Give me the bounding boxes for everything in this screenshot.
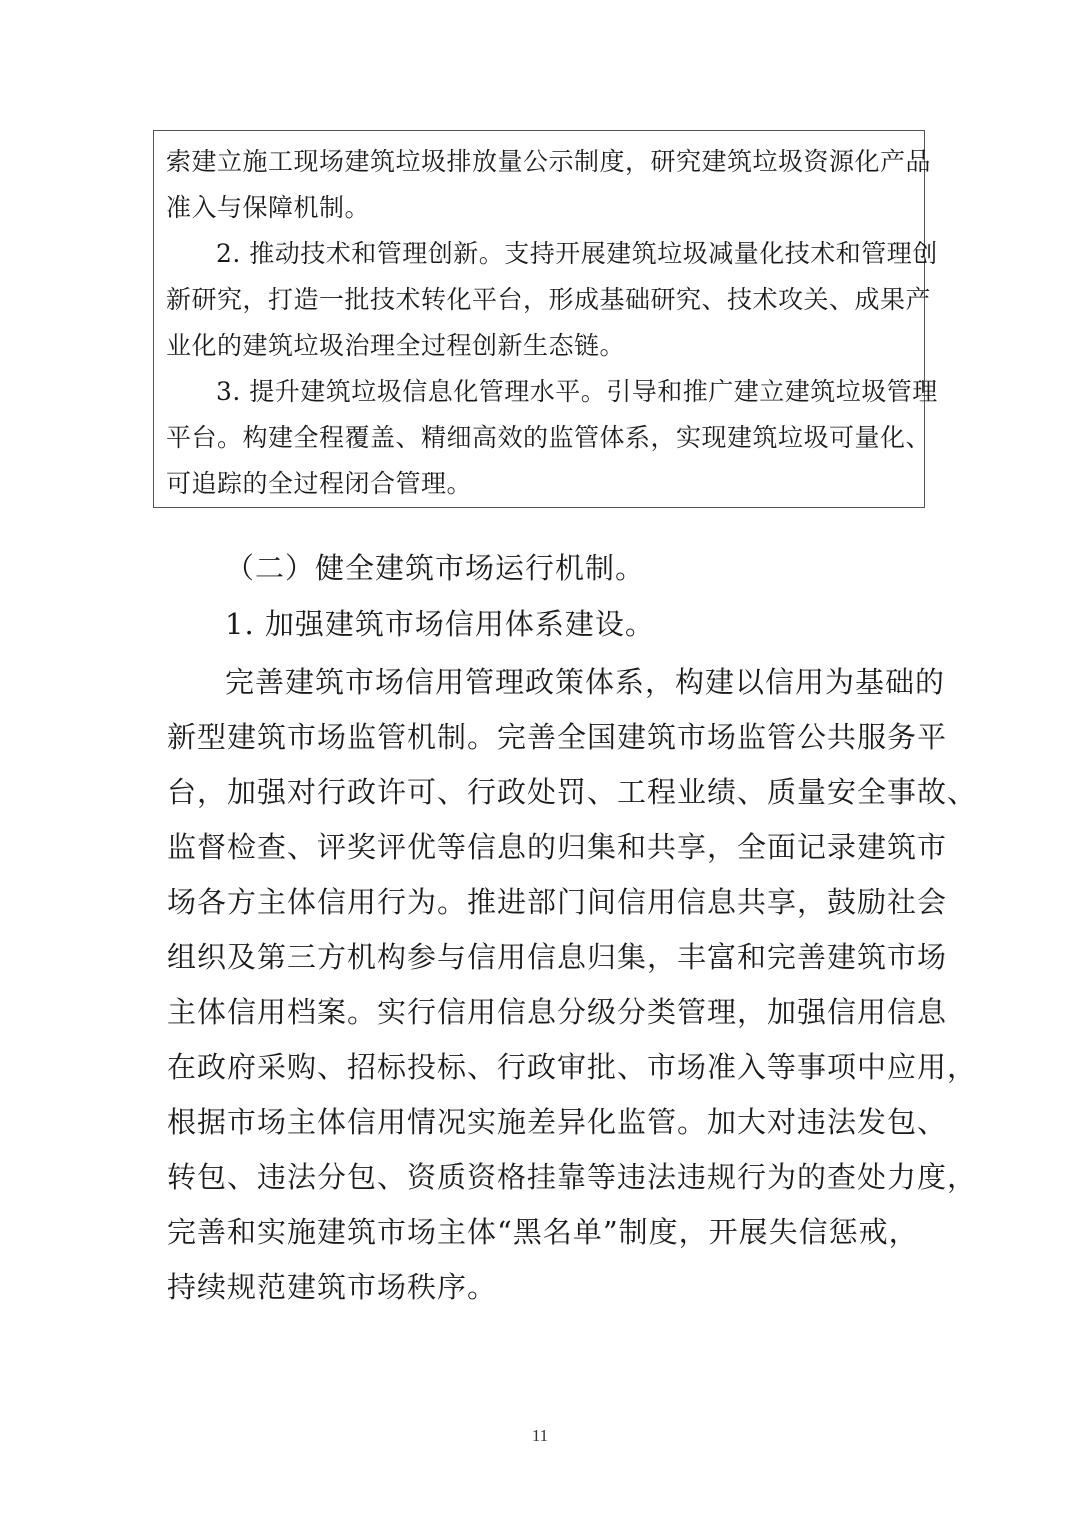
page-number: 11 bbox=[531, 1426, 549, 1445]
box-line-3: 2. 推动技术和管理创新。支持开展建筑垃圾减量化技术和管理创 bbox=[216, 239, 938, 268]
section-heading: （二）健全建筑市场运行机制。 bbox=[225, 551, 646, 585]
box-line-2: 准入与保障机制。 bbox=[166, 193, 371, 222]
subsection-heading: 1. 加强建筑市场信用体系建设。 bbox=[225, 607, 655, 641]
boxed-excerpt bbox=[153, 130, 938, 508]
body-line-8: 在政府采购、招标投标、行政审批、市场准入等事项中应用， bbox=[167, 1050, 978, 1084]
body-line-9: 根据市场主体信用情况实施差异化监管。加大对违法发包、 bbox=[167, 1105, 948, 1139]
body-line-6: 组织及第三方机构参与信用信息归集，丰富和完善建筑市场 bbox=[167, 940, 948, 974]
body-line-1: 完善建筑市场信用管理政策体系，构建以信用为基础的 bbox=[225, 665, 946, 699]
box-line-4: 新研究，打造一批技术转化平台，形成基础研究、技术攻关、成果产 bbox=[166, 285, 932, 314]
body-line-2: 新型建筑市场监管机制。完善全国建筑市场监管公共服务平 bbox=[167, 720, 948, 754]
box-line-5: 业化的建筑垃圾治理全过程创新生态链。 bbox=[166, 331, 626, 360]
body-line-7: 主体信用档案。实行信用信息分级分类管理，加强信用信息 bbox=[167, 995, 948, 1029]
body-line-12: 持续规范建筑市场秩序。 bbox=[167, 1270, 498, 1304]
box-line-8: 可追踪的全过程闭合管理。 bbox=[166, 469, 473, 498]
box-line-7: 平台。构建全程覆盖、精细高效的监管体系，实现建筑垃圾可量化、 bbox=[166, 423, 932, 452]
body-line-10: 转包、违法分包、资质资格挂靠等违法违规行为的查处力度， bbox=[167, 1160, 978, 1194]
body-line-11: 完善和实施建筑市场主体“黑名单”制度，开展失信惩戒， bbox=[167, 1215, 919, 1249]
box-line-1: 索建立施工现场建筑垃圾排放量公示制度，研究建筑垃圾资源化产品 bbox=[166, 147, 932, 176]
body-line-3: 台，加强对行政许可、行政处罚、工程业绩、质量安全事故、 bbox=[167, 775, 978, 809]
body-line-5: 场各方主体信用行为。推进部门间信用信息共享，鼓励社会 bbox=[167, 885, 948, 919]
box-line-6: 3. 提升建筑垃圾信息化管理水平。引导和推广建立建筑垃圾管理 bbox=[216, 377, 938, 406]
body-line-4: 监督检查、评奖评优等信息的归集和共享，全面记录建筑市 bbox=[167, 830, 948, 864]
